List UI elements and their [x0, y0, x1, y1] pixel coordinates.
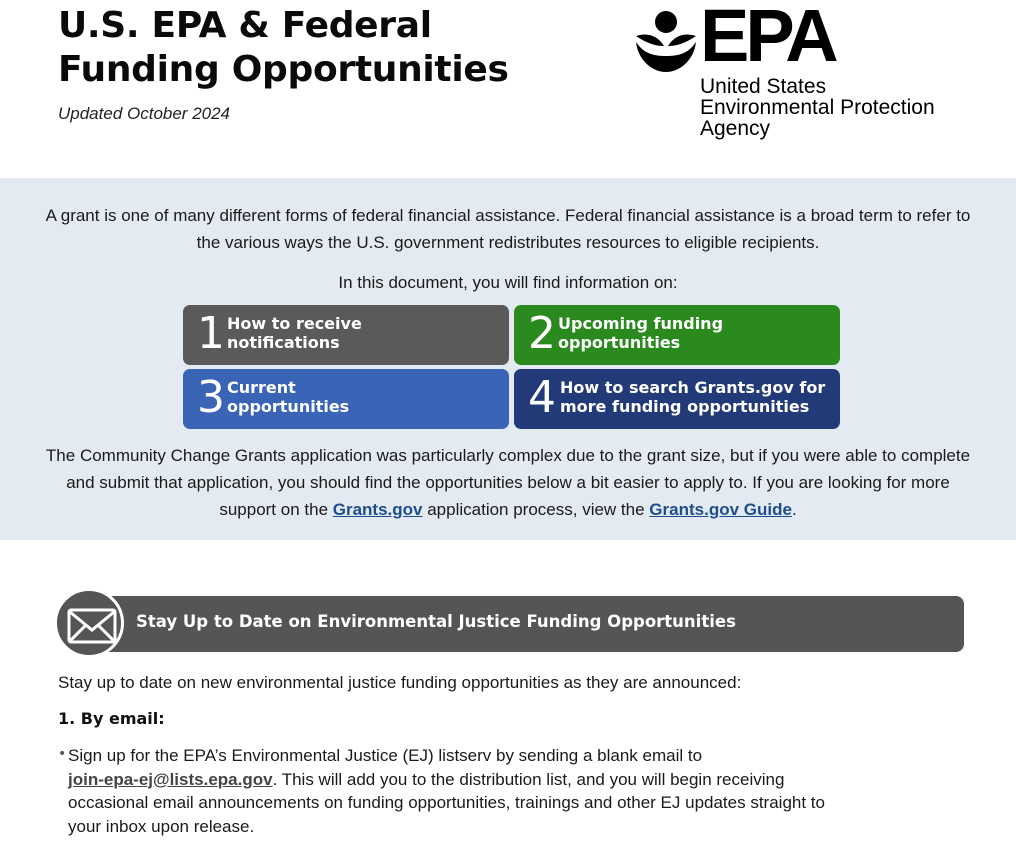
tile-upcoming-opportunities[interactable] — [514, 305, 840, 365]
updated-date: Updated October 2024 — [58, 104, 231, 123]
bullet-line-2 — [68, 768, 968, 792]
listserv-bullet — [68, 744, 968, 838]
banner-icon-circle — [54, 588, 124, 658]
document-header — [0, 0, 1016, 178]
paragraph-text: . — [791, 500, 797, 519]
epa-seal-icon — [634, 10, 698, 74]
tile-number: 2 — [528, 308, 556, 359]
section-title: Stay Up to Date on Environmental Justice Funding Opportunities — [136, 612, 736, 631]
intro-paragraph: A grant is one of many different forms of federal financial assistance. Federal financial assistance is a broad term to refer to the various ways the U.S. government redistributes resources to eligible recipients. — [45, 206, 971, 252]
agency-name-line-2: Environmental Protection — [700, 96, 935, 119]
paragraph-text: The Community Change Grants application was particularly complex due to the grant size, but if you were able to complete and submit that application, you should find the opportunities below a bit easier to apply to. If you are looking for more support on the — [45, 446, 971, 519]
agency-name-line-3: Agency — [700, 117, 771, 140]
tile-number: 4 — [528, 372, 556, 423]
document-title — [58, 4, 509, 92]
tile-label-line-2: notifications — [227, 333, 340, 352]
epa-wordmark: EPA — [700, 0, 835, 77]
epa-logo — [634, 0, 974, 142]
paragraph-text: application process, view the — [422, 500, 650, 519]
tile-label — [227, 314, 503, 352]
title-line-1: U.S. EPA & Federal — [58, 5, 432, 46]
section-banner — [54, 588, 964, 660]
bullet-marker: • — [58, 746, 67, 762]
section-intro: Stay up to date on new environmental justice funding opportunities as they are announced: — [58, 673, 742, 692]
agency-name-line-1: United States — [700, 75, 827, 98]
tile-notifications[interactable] — [183, 305, 509, 365]
tile-label-line-2: opportunities — [227, 397, 350, 416]
agency-name — [700, 76, 935, 139]
grants-gov-guide-link[interactable]: Grants.gov Guide — [649, 500, 792, 519]
tile-number: 1 — [197, 308, 225, 359]
tile-search-grants-gov[interactable] — [514, 369, 840, 429]
tile-label-line-1: Upcoming funding — [558, 314, 724, 333]
tile-label-line-2: more funding opportunities — [560, 397, 810, 416]
tile-number: 3 — [197, 372, 225, 423]
intro-panel — [0, 178, 1016, 540]
email-subheading: 1. By email: — [58, 709, 165, 728]
tile-current-opportunities[interactable] — [183, 369, 509, 429]
listserv-email-link[interactable]: join-epa-ej@lists.epa.gov — [68, 769, 273, 789]
community-change-paragraph — [40, 442, 976, 523]
contents-lead: In this document, you will find information on: — [338, 273, 678, 292]
bullet-line-4: your inbox upon release. — [68, 816, 255, 836]
tile-label-line-2: opportunities — [558, 333, 681, 352]
tile-label — [558, 314, 834, 352]
envelope-icon — [67, 608, 117, 644]
tile-label-line-1: Current — [227, 378, 296, 397]
title-line-2: Funding Opportunities — [58, 49, 509, 90]
tile-label — [560, 378, 836, 416]
bullet-line-2-text: . This will add you to the distribution list, and you will begin receiving — [272, 769, 785, 789]
grants-gov-link[interactable]: Grants.gov — [332, 500, 423, 519]
tile-label-line-1: How to search Grants.gov for — [560, 378, 826, 397]
tile-label — [227, 378, 503, 416]
tile-label-line-1: How to receive — [227, 314, 362, 333]
bullet-line-3: occasional email announcements on funding opportunities, trainings and other EJ updates straight to — [68, 793, 825, 812]
bullet-line-1: Sign up for the EPA’s Environmental Justice (EJ) listserv by sending a blank email to — [68, 746, 703, 765]
